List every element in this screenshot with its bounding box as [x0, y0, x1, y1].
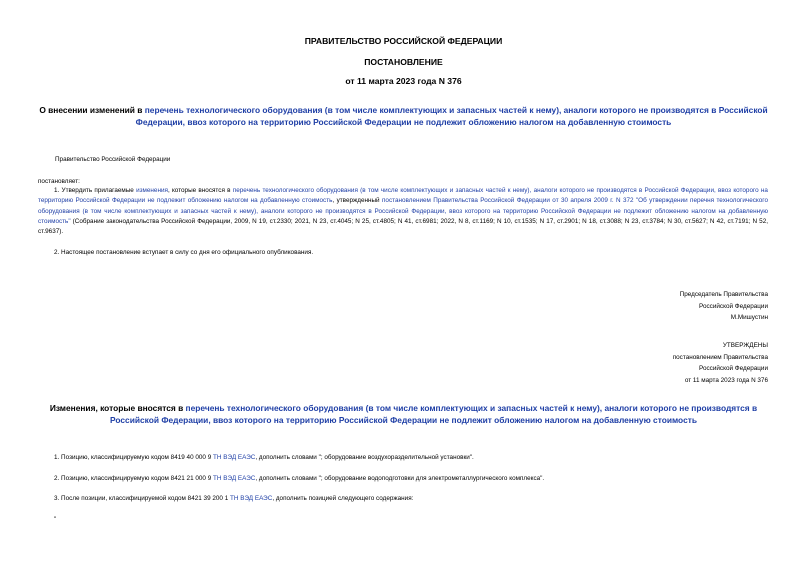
approved-block [468, 340, 768, 386]
opening-quote: " [54, 516, 57, 523]
changes-title-prefix: Изменения, которые вносятся в [49, 403, 186, 413]
signature-block [468, 289, 768, 324]
resolution-372-link[interactable]: постановлением Правительства Российской Федерации от 30 апреля 2009 г. N 372 "Об утверждении перечня технологического оборудования (в том числе комплектующих и запасных частей к нему), аналоги которого не производятся в Российской Федерации, ввоз которого на территорию Российской Федерации не подлежит обложению налогом на добавленную стоимость" [38, 197, 768, 225]
paragraph-1-text-1: 1. Утвердить прилагаемые [54, 187, 137, 194]
item-1-text-before: 1. Позицию, классифицируемую кодом 8419 40 000 9 [54, 454, 214, 461]
signature-line-3: М.Мишустин [730, 314, 768, 321]
issuer-text: Правительство Российской Федерации [55, 156, 171, 163]
paragraph-1 [38, 186, 768, 237]
document-title-link[interactable]: перечень технологического оборудования (в том числе комплектующих и запасных частей к нему), аналоги которого не производятся в Российской Федерации, ввоз которого на территорию Российской Федерации не подлежит обложению налогом на добавленную стоимость [135, 105, 768, 127]
tn-ved-link[interactable]: ТН ВЭД ЕАЭС [230, 495, 273, 502]
header-doc-type: ПОСТАНОВЛЕНИЕ [364, 57, 443, 67]
item-3-text-before: 3. После позиции, классифицируемой кодом 8421 39 200 1 [54, 495, 230, 502]
item-3-text-after: , дополнить позицией следующего содержания: [272, 495, 414, 502]
approved-line-4: от 11 марта 2023 года N 376 [684, 376, 768, 384]
equipment-list-link[interactable]: перечень технологического оборудования (в том числе комплектующих и запасных частей к нему), аналоги которого не производятся в Российской Федерации, ввоз которого на территорию Российской Федерации не подлежит обложению налогом на добавленную стоимость [38, 187, 768, 205]
paragraph-1-text-3: , утвержденный [332, 197, 382, 205]
document-title [30, 104, 777, 128]
decides-text: постановляет: [38, 178, 80, 185]
approved-line-3: Российской Федерации [699, 365, 768, 372]
changes-title [45, 402, 762, 426]
changes-title-link[interactable]: перечень технологического оборудования (в том числе комплектующих и запасных частей к нему), аналоги которого не производятся в Российской Федерации, ввоз которого на территорию Российской Федерации не подлежит обложению налогом на добавленную стоимость [110, 403, 758, 425]
list-item [54, 494, 413, 504]
changes-link[interactable]: изменения [136, 187, 168, 194]
approved-line-2: постановлением Правительства [672, 353, 768, 361]
list-item [54, 474, 544, 484]
header-date-number: от 11 марта 2023 года N 376 [345, 76, 462, 86]
list-item [54, 453, 474, 463]
paragraph-2: 2. Настоящее постановление вступает в силу со дня его официального опубликования. [54, 249, 314, 256]
header-org: ПРАВИТЕЛЬСТВО РОССИЙСКОЙ ФЕДЕРАЦИИ [304, 36, 503, 46]
tn-ved-link[interactable]: ТН ВЭД ЕАЭС [213, 475, 256, 482]
document-title-prefix: О внесении изменений в [39, 105, 145, 115]
paragraph-1-text-2: , которые вносятся в [167, 187, 233, 194]
item-2-text-before: 2. Позицию, классифицируемую кодом 8421 21 000 9 [54, 475, 214, 482]
approved-line-1: УТВЕРЖДЕНЫ [722, 342, 768, 349]
item-2-text-after: , дополнить словами "; оборудование водоподготовки для электрометаллургического комплекса". [255, 475, 545, 482]
signature-line-1: Председатель Правительства [679, 291, 768, 298]
paragraph-1-text-4: (Собрание законодательства Российской Федерации, 2009, N 19, ст.2330; 2021, N 23, ст.4045; N 25, ст.4805; N 41, ст.6981; 2022, N 8, ст.1169; N 10, ст.1535; N 17, ст.2901; N 18, ст.3088; N 23, ст.3784; N 30, ст.5627; N 42, ст.7191; N 52, ст.9637). [38, 217, 768, 236]
signature-line-2: Российской Федерации [699, 302, 768, 310]
tn-ved-link[interactable]: ТН ВЭД ЕАЭС [213, 454, 256, 461]
item-1-text-after: , дополнить словами "; оборудование воздухоразделительной установки". [255, 454, 474, 461]
